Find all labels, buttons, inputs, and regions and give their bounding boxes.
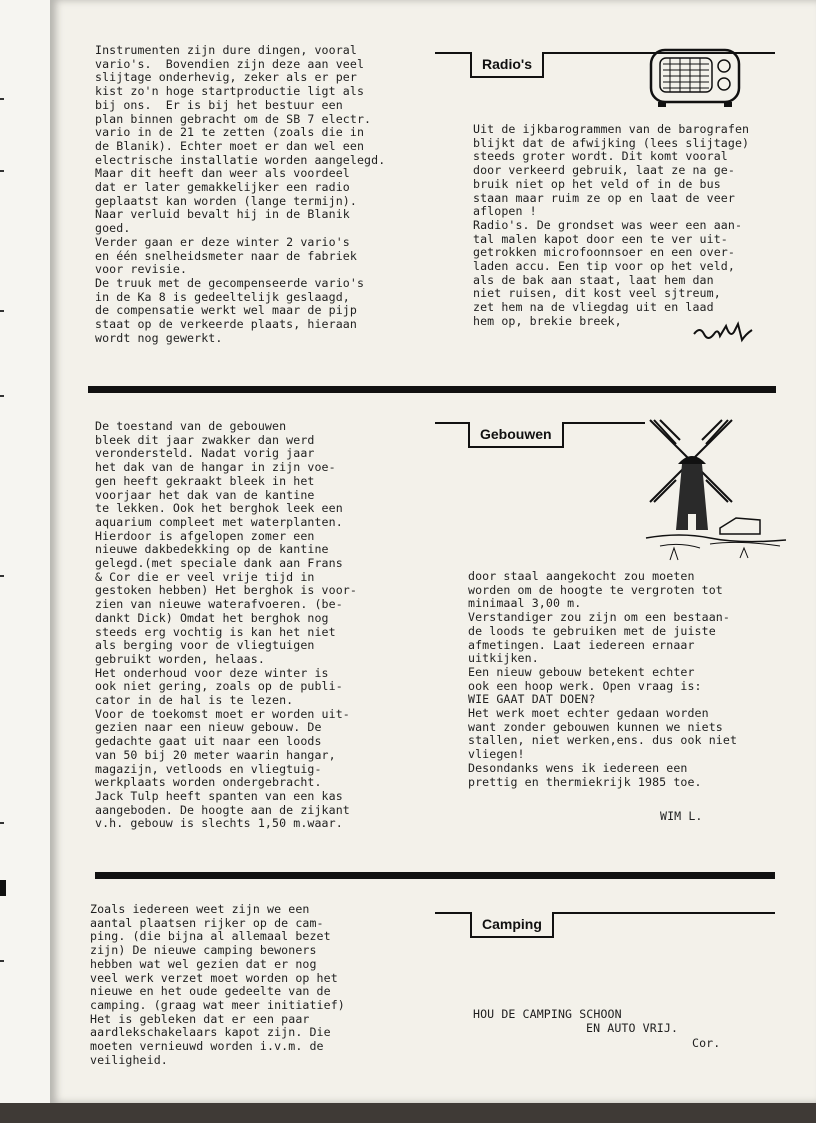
radios-line: hem op, brekie breek,	[473, 313, 622, 328]
gebouwen-line: magazijn, vetloods en vliegtuig-	[95, 761, 322, 776]
gebouwen-line: minimaal 3,00 m.	[468, 596, 582, 611]
radios-heading: Radio's	[470, 52, 544, 78]
gebouwen-line: Hierdoor is afgelopen zomer een	[95, 528, 315, 543]
varios-line: plan binnen gebracht om de SB 7 electr.	[95, 111, 372, 126]
varios-line: vario in de 21 te zetten (zoals die in	[95, 125, 365, 140]
radios-line: Radio's. De grondset was weer een aan-	[473, 217, 743, 232]
gebouwen-line: Het werk moet echter gedaan worden	[468, 706, 709, 721]
gebouwen-line: Het onderhoud voor deze winter is	[95, 665, 329, 680]
gebouwen-line: als berging voor de vliegtuigen	[95, 638, 315, 653]
varios-line: staat op de verkeerde plaats, hieraan	[95, 317, 357, 332]
camping-line: zijn) De nieuwe camping bewoners	[90, 943, 317, 958]
gebouwen-line: te lekken. Ook het berghok leek een	[95, 501, 343, 516]
gebouwen-line: worden om de hoogte te vergroten tot	[468, 582, 723, 597]
camping-line: nieuwe en het oude gedeelte van de	[90, 984, 331, 999]
radios-line: niet ruisen, dit kost veel sjtreum,	[473, 286, 721, 301]
gebouwen-line: gebruikt worden, helaas.	[95, 651, 265, 666]
varios-line: bij ons. Er is bij het bestuur een	[95, 97, 343, 112]
camping-line: moeten vernieuwd worden i.v.m. de	[90, 1039, 324, 1054]
varios-line: Naar verluid bevalt hij in de Blanik	[95, 207, 350, 222]
gebouwen-line: De toestand van de gebouwen	[95, 419, 287, 433]
gebouwen-line: WIE GAAT DAT DOEN?	[468, 692, 596, 707]
gebouwen-line: Een nieuw gebouw betekent echter	[468, 664, 695, 679]
gebouwen-line: nieuwe dakbedekking op de kantine	[95, 542, 329, 557]
varios-line: goed.	[95, 221, 131, 236]
gebouwen-line: door staal aangekocht zou moeten	[468, 569, 695, 583]
gebouwen-line: aangeboden. De hoogte aan de zijkant	[95, 802, 350, 817]
camping-line: veel werk verzet moet worden op het	[90, 970, 338, 985]
camping-line: hebben wat wel gezien dat er nog	[90, 956, 317, 971]
varios-line: de compensatie werkt wel maar de pijp	[95, 303, 357, 318]
gebouwen-line: verondersteld. Nadat vorig jaar	[95, 446, 315, 461]
gebouwen-line: cator in de hal is te lezen.	[95, 693, 294, 708]
varios-line: in de Ka 8 is gedeeltelijk geslaagd,	[95, 289, 350, 304]
gebouwen-line: prettig en thermiekrijk 1985 toe.	[468, 774, 702, 789]
newsletter-page	[50, 0, 816, 1103]
varios-line: electrische installatie worden aangelegd.	[95, 152, 386, 167]
varios-line: slijtage onderhevig, zeker als er per	[95, 70, 357, 85]
varios-line: De truuk met de gecompenseerde vario's	[95, 275, 365, 290]
varios-line: wordt nog gewerkt.	[95, 330, 223, 345]
camping-article	[90, 903, 345, 1067]
radios-line: blijkt dat de afwijking (lees slijtage)	[473, 135, 750, 150]
gebouwen-line: gelegd.(met speciale dank aan Frans	[95, 556, 343, 571]
radios-line: bruik niet op het veld of in de bus	[473, 176, 721, 191]
varios-line: voor revisie.	[95, 262, 188, 277]
gebouwen-line: vliegen!	[468, 747, 525, 762]
gebouwen-line: gezien naar een nieuw gebouw. De	[95, 720, 322, 735]
radios-line: door verkeerd gebruik, laat ze na ge-	[473, 163, 735, 178]
radios-line: aflopen !	[473, 204, 537, 219]
gebouwen-line: zien van nieuwe waterafvoeren. (be-	[95, 597, 343, 612]
gebouwen-line: stallen, niet werken,ens. dus ook niet	[468, 733, 738, 748]
camping-line: Het is gebleken dat er een paar	[90, 1011, 310, 1026]
camping-line: aantal plaatsen rijker op de cam-	[90, 915, 324, 930]
gebouwen-line: werkplaats worden ondergebracht.	[95, 775, 322, 790]
camping-line: ping. (die bijna al allemaal bezet	[90, 929, 331, 944]
gebouwen-line: van 50 bij 20 meter waarin hangar,	[95, 747, 336, 762]
gebouwen-line: ook niet gering, zoals op de publi-	[95, 679, 343, 694]
gebouwen-line: gen heeft gekraakt bleek in het	[95, 473, 315, 488]
varios-line: vario's. Bovendien zijn deze aan veel	[95, 56, 365, 71]
radios-line: Uit de ijkbarogrammen van de barografen	[473, 122, 750, 136]
varios-line: Verder gaan er deze winter 2 vario's	[95, 234, 350, 249]
gebouwen-line: voorjaar het dak van de kantine	[95, 487, 315, 502]
gebouwen-line: Jack Tulp heeft spanten van een kas	[95, 788, 343, 803]
radios-line: laden accu. Een tip voor op het veld,	[473, 259, 735, 274]
radios-line: staan maar ruim ze op en laat de veer	[473, 190, 735, 205]
camping-line: veiligheid.	[90, 1052, 168, 1067]
section-divider-1	[88, 386, 776, 393]
camping-heading: Camping	[470, 912, 554, 938]
radios-line: steeds groter wordt. Dit komt vooral	[473, 149, 728, 164]
windmill-icon	[640, 410, 790, 570]
varios-line: kist zo'n hoge startproductie ligt als	[95, 84, 365, 99]
radios-line: zet hem na de vliegdag uit en laad	[473, 300, 714, 315]
gebouwen-line: de loods te gebruiken met de juiste	[468, 623, 716, 638]
gebouwen-line: dankt Dick) Omdat het berghok nog	[95, 610, 329, 625]
gebouwen-line: v.h. gebouw is slechts 1,50 m.waar.	[95, 816, 343, 831]
varios-line: Maar dit heeft dan weer als voordeel	[95, 166, 350, 181]
binding-margin	[0, 0, 52, 1103]
section-divider-2	[95, 872, 775, 879]
gebouwen-signature: WIM L.	[660, 809, 703, 823]
gebouwen-line: gestoken hebben) Het berghok is voor-	[95, 583, 357, 598]
gebouwen-line: aquarium compleet met waterplanten.	[95, 514, 343, 529]
varios-line: Instrumenten zijn dure dingen, vooral	[95, 43, 357, 57]
gebouwen-line: Desondanks wens ik iedereen een	[468, 760, 688, 775]
radio-icon	[648, 44, 744, 110]
camping-line: aardlekschakelaars kapot zijn. Die	[90, 1025, 331, 1040]
gebouwen-line: Voor de toekomst moet er worden uit-	[95, 706, 350, 721]
scan-bottom-edge	[0, 1103, 816, 1123]
gebouwen-line: bleek dit jaar zwakker dan werd	[95, 432, 315, 447]
gebouwen-line: gedachte gaat uit naar een loods	[95, 734, 322, 749]
varios-article	[95, 44, 385, 345]
gebouwen-line: uitkijken.	[468, 651, 539, 666]
varios-line: dat er later gemakkelijker een radio	[95, 180, 350, 195]
gebouwen-line: het dak van de hangar in zijn voe-	[95, 460, 336, 475]
camping-closing-2: EN AUTO VRIJ.	[586, 1021, 679, 1035]
gebouwen-line: ook een hoop werk. Open vraag is:	[468, 678, 702, 693]
handwritten-signature	[690, 320, 754, 349]
gebouwen-line: Verstandiger zou zijn om een bestaan-	[468, 610, 730, 625]
gebouwen-line: steeds erg vochtig is kan het niet	[95, 624, 336, 639]
gebouwen-line: afmetingen. Laat iedereen ernaar	[468, 637, 695, 652]
camping-signature: Cor.	[692, 1036, 721, 1050]
varios-line: de Blanik). Echter moet er dan wel een	[95, 138, 365, 153]
radios-line: getrokken microfoonnsoer en een over-	[473, 245, 735, 260]
gebouwen-article-left	[95, 420, 357, 831]
gebouwen-line: want zonder gebouwen kunnen we niets	[468, 719, 723, 734]
radios-line: tal malen kapot door een te ver uit-	[473, 231, 728, 246]
varios-line: en één snelheidsmeter naar de fabriek	[95, 248, 357, 263]
radios-line: als de bak aan staat, laat hem dan	[473, 272, 714, 287]
varios-line: geplaatst kan worden (lange termijn).	[95, 193, 357, 208]
camping-line: camping. (graag wat meer initiatief)	[90, 997, 345, 1012]
camping-line: Zoals iedereen weet zijn we een	[90, 902, 310, 916]
gebouwen-line: & Cor die er veel vrije tijd in	[95, 569, 315, 584]
gebouwen-heading: Gebouwen	[468, 422, 564, 448]
camping-closing-1: HOU DE CAMPING SCHOON	[473, 1007, 622, 1021]
gebouwen-article-right	[468, 570, 737, 789]
radios-article	[473, 123, 749, 329]
